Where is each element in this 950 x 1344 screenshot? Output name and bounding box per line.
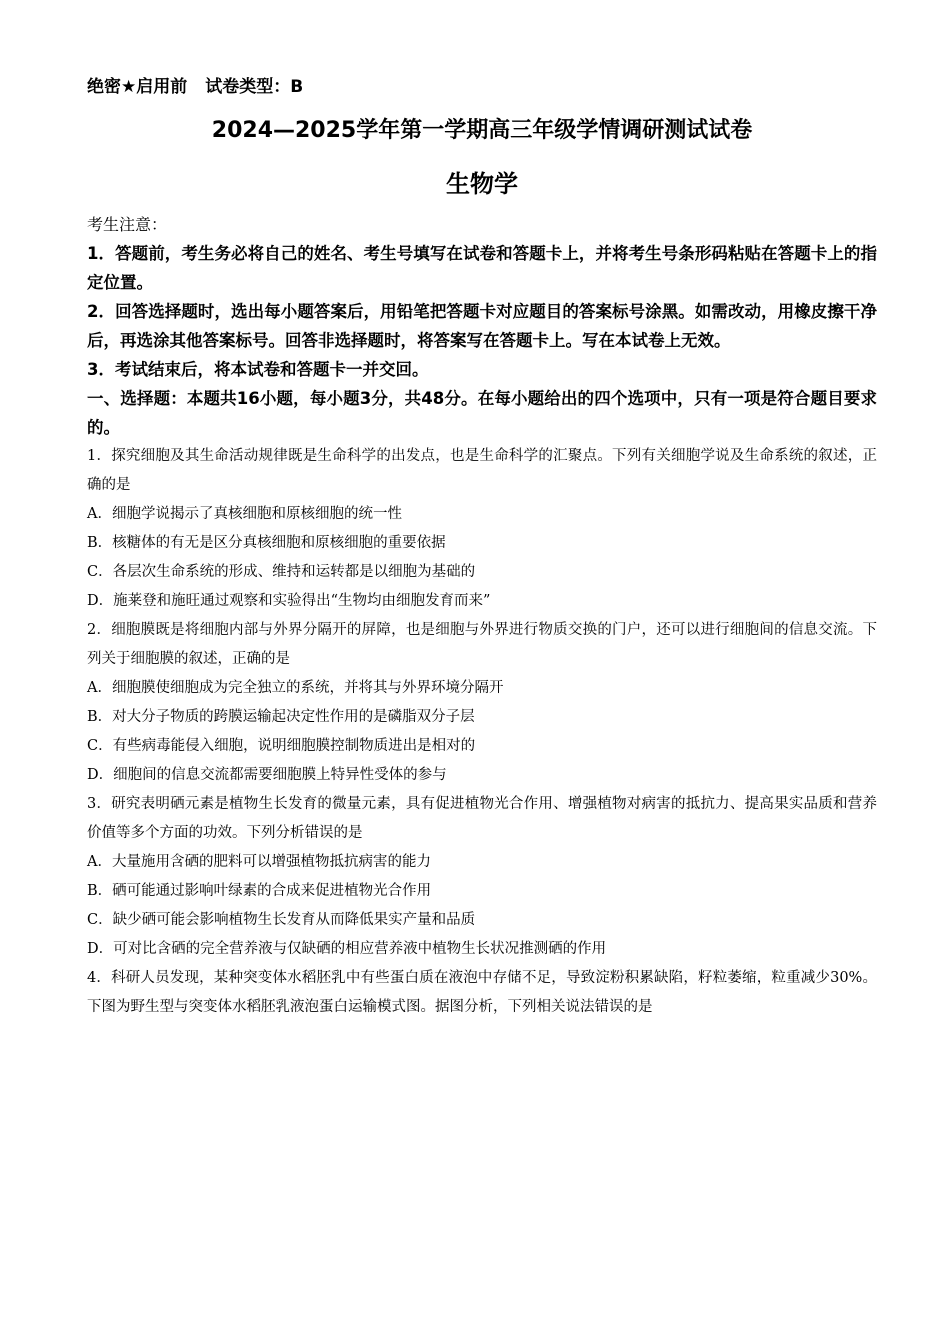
question-stem: 4．科研人员发现，某种突变体水稻胚乳中有些蛋白质在液泡中存储不足，导致淀粉积累缺陷，籽粒萎缩，粒重减少30%。下图为野生型与突变体水稻胚乳液泡蛋白运输模式图。据图分析，下列相关说法错误的是	[87, 970, 877, 1015]
question-4	[87, 964, 877, 1022]
question-3	[87, 790, 877, 964]
question-stem: 3．研究表明硒元素是植物生长发育的微量元素，具有促进植物光合作用、增强植物对病害的抵抗力、提高果实品质和营养价值等多个方面的功效。下列分析错误的是	[87, 796, 877, 841]
option-c: C．缺少硒可能会影响植物生长发育从而降低果实产量和品质	[87, 912, 476, 928]
option-d: D．可对比含硒的完全营养液与仅缺硒的相应营养液中植物生长状况推测硒的作用	[87, 941, 607, 957]
paper-type-label: 试卷类型：B	[205, 77, 304, 97]
option-c: C．有些病毒能侵入细胞，说明细胞膜控制物质进出是相对的	[87, 738, 476, 754]
notice-item: 2．回答选择题时，选出每小题答案后，用铅笔把答题卡对应题目的答案标号涂黑。如需改动，用橡皮擦干净后，再选涂其他答案标号。回答非选择题时，将答案写在答题卡上。写在本试卷上无效。	[87, 302, 877, 350]
option-a: A．细胞膜使细胞成为完全独立的系统，并将其与外界环境分隔开	[87, 680, 504, 696]
question-1	[87, 442, 877, 616]
notice-item: 1．答题前，考生务必将自己的姓名、考生号填写在试卷和答题卡上，并将考生号条形码粘贴在答题卡上的指定位置。	[87, 244, 877, 292]
option-b: B．硒可能通过影响叶绿素的合成来促进植物光合作用	[87, 883, 432, 899]
option-c: C．各层次生命系统的形成、维持和运转都是以细胞为基础的	[87, 564, 476, 580]
option-d: D．细胞间的信息交流都需要细胞膜上特异性受体的参与	[87, 767, 447, 783]
exam-title: 2024—2025学年第一学期高三年级学情调研测试试卷	[211, 118, 753, 143]
question-2	[87, 616, 877, 790]
option-b: B．核糖体的有无是区分真核细胞和原核细胞的重要依据	[87, 535, 446, 551]
option-a: A．大量施用含硒的肥料可以增强植物抵抗病害的能力	[87, 854, 431, 870]
notice-heading: 考生注意：	[87, 215, 168, 234]
option-b: B．对大分子物质的跨膜运输起决定性作用的是磷脂双分子层	[87, 709, 475, 725]
option-a: A．细胞学说揭示了真核细胞和原核细胞的统一性	[87, 506, 402, 522]
exam-page	[87, 74, 877, 1022]
header-line	[87, 74, 877, 100]
question-stem: 2．细胞膜既是将细胞内部与外界分隔开的屏障，也是细胞与外界进行物质交换的门户，还可以进行细胞间的信息交流。下列关于细胞膜的叙述，正确的是	[87, 622, 877, 667]
notice-item: 3．考试结束后，将本试卷和答题卡一并交回。	[87, 360, 429, 379]
secret-label: 绝密★启用前	[87, 77, 188, 97]
subject-title: 生物学	[446, 170, 518, 198]
option-d: D．施莱登和施旺通过观察和实验得出“生物均由细胞发育而来”	[87, 593, 491, 609]
section-heading: 一、选择题：本题共16小题，每小题3分，共48分。在每小题给出的四个选项中，只有一项是符合题目要求的。	[87, 389, 877, 437]
question-stem: 1．探究细胞及其生命活动规律既是生命科学的出发点，也是生命科学的汇聚点。下列有关细胞学说及生命系统的叙述，正确的是	[87, 448, 877, 493]
